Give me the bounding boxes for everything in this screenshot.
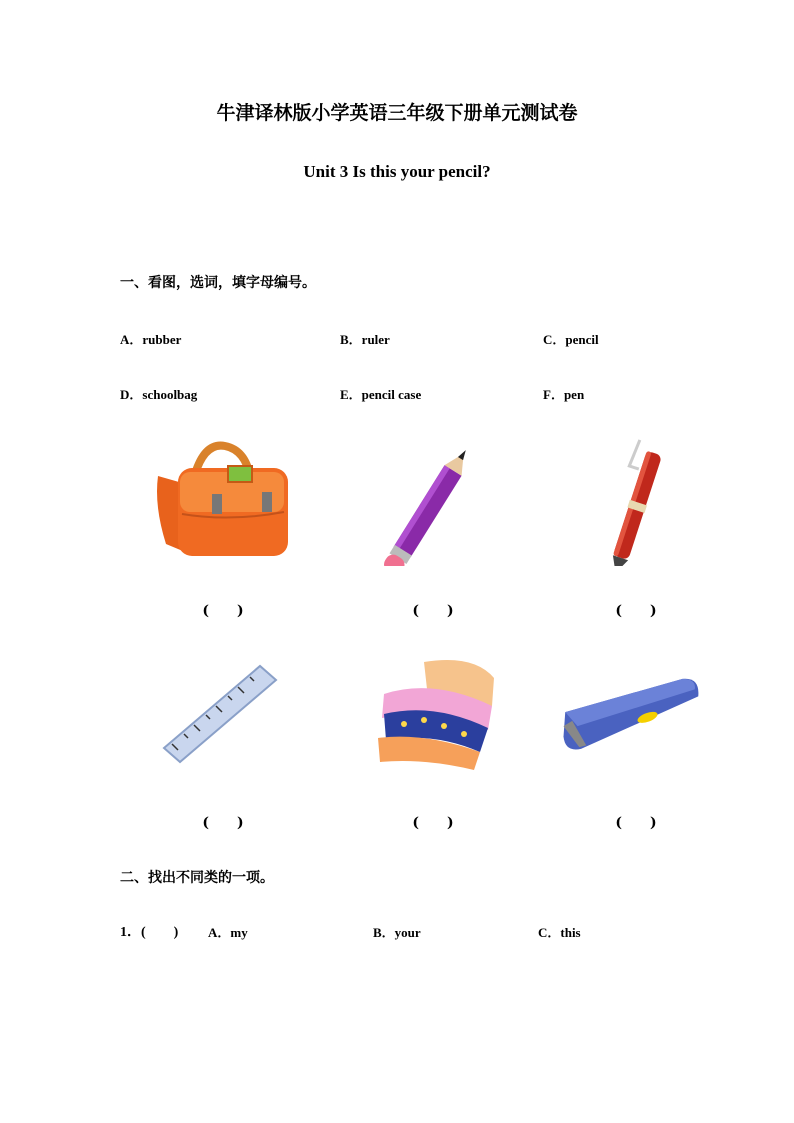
question-1-option-b: B．your xyxy=(373,925,421,940)
question-1-option-a: A．my xyxy=(208,925,248,940)
rubber-icon xyxy=(364,648,504,778)
pen-icon xyxy=(570,436,710,566)
answer-blank-1[interactable]: ( ) xyxy=(202,603,244,619)
option-f: F．pen xyxy=(543,387,585,402)
ruler-icon xyxy=(150,648,290,778)
option-a: A．rubber xyxy=(120,332,182,347)
question-1-number[interactable]: 1．( ) xyxy=(120,925,179,940)
option-d: D．schoolbag xyxy=(120,387,198,402)
section2-heading: 二、找出不同类的一项。 xyxy=(120,870,274,886)
unit-subtitle: Unit 3 Is this your pencil? xyxy=(303,162,491,181)
answer-blank-3[interactable]: ( ) xyxy=(615,603,657,619)
question-1-option-c: C．this xyxy=(538,925,581,940)
answer-blank-5[interactable]: ( ) xyxy=(412,815,454,831)
schoolbag-icon xyxy=(150,436,290,566)
answer-blank-2[interactable]: ( ) xyxy=(412,603,454,619)
answer-blank-6[interactable]: ( ) xyxy=(615,815,657,831)
section1-heading: 一、看图，选词，填字母编号。 xyxy=(120,275,316,291)
pencil-case-icon xyxy=(560,648,700,778)
option-c: C．pencil xyxy=(543,332,599,347)
answer-blank-4[interactable]: ( ) xyxy=(202,815,244,831)
pencil-icon xyxy=(364,436,504,566)
page-title: 牛津译林版小学英语三年级下册单元测试卷 xyxy=(216,102,578,124)
option-e: E．pencil case xyxy=(340,387,422,402)
option-b: B．ruler xyxy=(340,332,390,347)
